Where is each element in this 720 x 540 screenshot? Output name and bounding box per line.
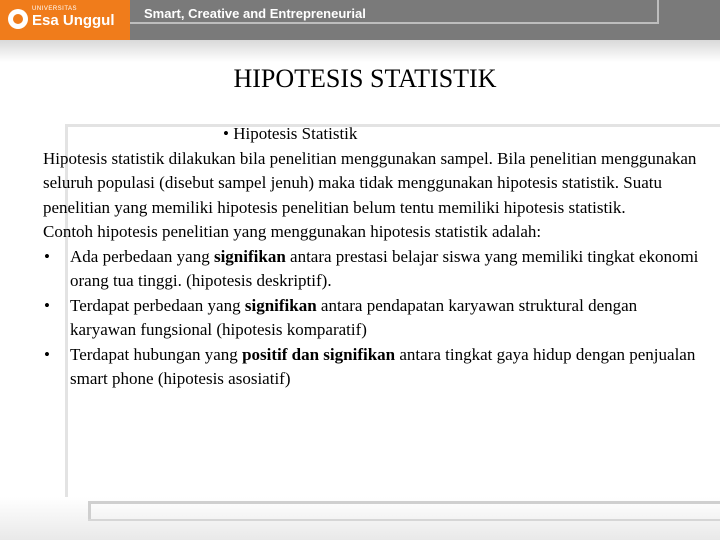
header-gradient-band (0, 40, 720, 62)
footer-line-vertical (88, 501, 91, 521)
header-divider-horizontal (130, 22, 659, 24)
paragraph-intro: Hipotesis statistik dilakukan bila penelitian menggunakan sampel. Bila penelitian menggunakan seluruh populasi (disebut sampel jenuh) maka tidak menggunakan hipotesis statistik. Suatu penelitian yang memiliki hipotesis penelitian belum tentu memiliki hipotesis statistik. (43, 148, 697, 217)
example-list (43, 245, 703, 392)
footer-line-top (90, 501, 720, 504)
header-bar (0, 0, 720, 40)
university-emblem-icon (8, 9, 28, 29)
logo-caption: UNIVERSITAS (32, 6, 78, 12)
tagline: Smart, Creative and Entrepreneurial (144, 6, 366, 21)
emphasis: signifikan (213, 246, 286, 266)
list-item: • Terdapat perbedaan yang signifikan antara pendapatan karyawan struktural dengan karyawan fungsional (hipotesis komparatif) (43, 294, 703, 343)
paragraph-examples: Contoh hipotesis penelitian yang menggunakan hipotesis statistik adalah: (43, 222, 542, 241)
emphasis: positif dan signifikan (242, 344, 396, 364)
subheading: • Hipotesis Statistik (223, 124, 358, 143)
logo-text: Esa Unggul (32, 12, 115, 29)
slide-title: HIPOTESIS STATISTIK (233, 64, 497, 93)
list-item: • Ada perbedaan yang signifikan antara prestasi belajar siswa yang memiliki tingkat ekonomi orang tua tinggi. (hipotesis deskriptif). (43, 245, 703, 294)
slide-content (43, 122, 703, 392)
emphasis: signifikan (244, 295, 317, 315)
header-divider-vertical (657, 0, 659, 22)
footer-line-bottom (88, 519, 720, 521)
university-logo (0, 0, 130, 40)
list-item: • Terdapat hubungan yang positif dan signifikan antara tingkat gaya hidup dengan penjualan smart phone (hipotesis asosiatif) (43, 343, 703, 392)
